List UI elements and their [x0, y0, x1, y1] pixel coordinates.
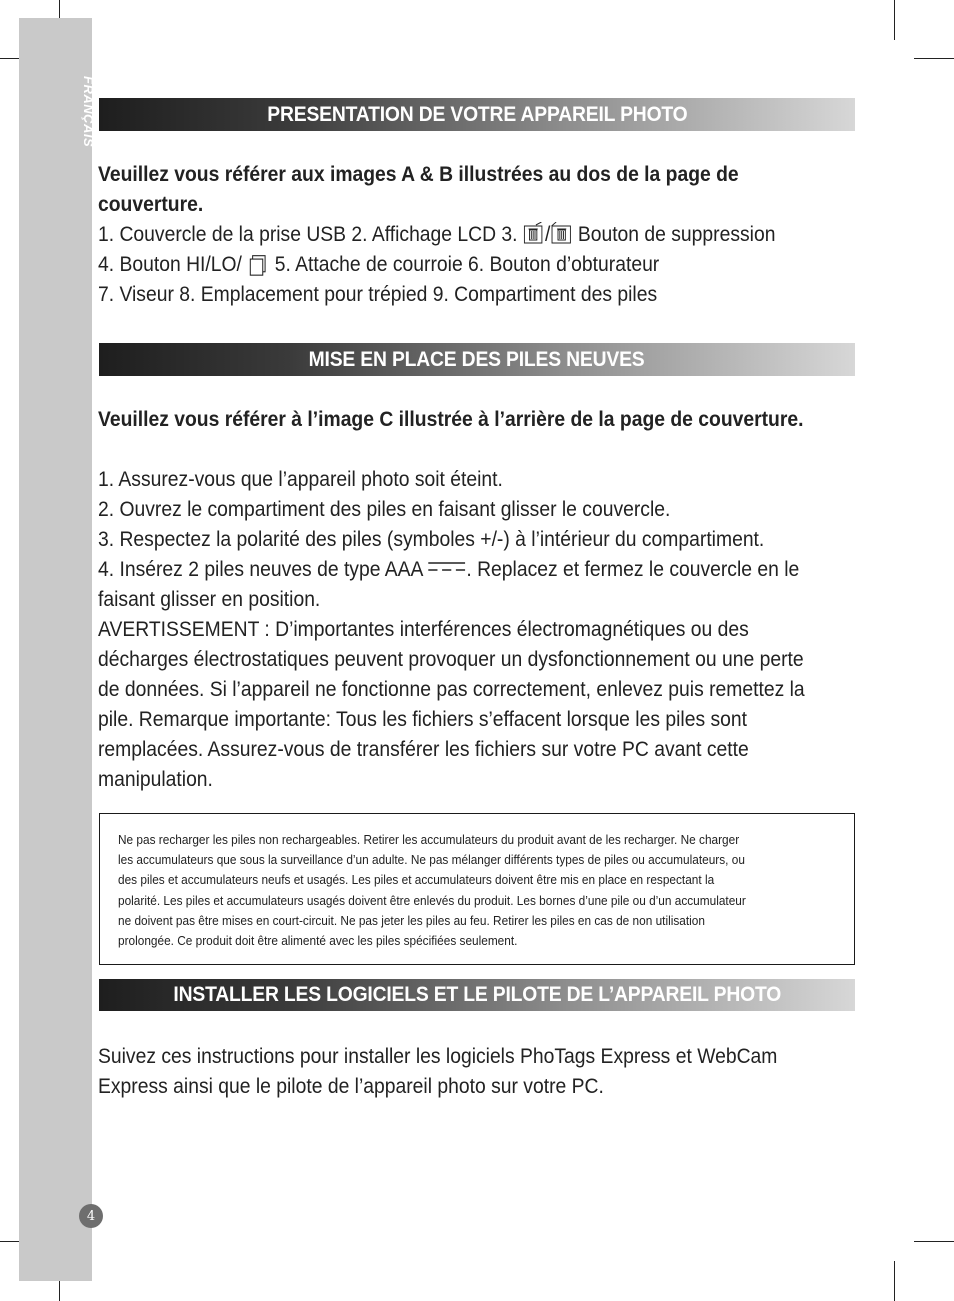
install-text: Express ainsi que le pilote de l’appareil photo sur votre PC.: [98, 1075, 604, 1098]
warning-text: AVERTISSEMENT : D’importantes interférences électromagnétiques ou des: [98, 618, 749, 641]
notice-line: des piles et accumulateurs neufs et usagés. Les piles et accumulateurs doivent être mis en place en respectant la: [118, 873, 715, 888]
step-text: 4. Insérez 2 piles neuves de type AAA: [98, 558, 428, 581]
warning-text: décharges électrostatiques peuvent provoquer un dysfonctionnement ou une perte: [98, 648, 804, 671]
warning-text: pile. Remarque importante: Tous les fichiers s’effacent lorsque les piles sont: [98, 708, 747, 731]
warning-text: de données. Si l’appareil ne fonctionne pas correctement, enlevez puis remettez la: [98, 678, 805, 701]
warning-text: manipulation.: [98, 768, 213, 791]
battery-safety-notice: [99, 813, 855, 965]
step-text: 1. Assurez-vous que l’appareil photo soit éteint.: [98, 468, 503, 491]
parts-list-text: 5. Attache de courroie 6. Bouton d’obturateur: [269, 253, 660, 276]
step-text: 3. Respectez la polarité des piles (symboles +/-) à l’intérieur du compartiment.: [98, 528, 765, 551]
notice-line: ne doivent pas être mises en court-circuit. Ne pas jeter les piles au feu. Retirer les piles en cas de non utilisation: [118, 913, 705, 928]
step-text: 2. Ouvrez le compartiment des piles en faisant glisser le couvercle.: [98, 498, 671, 521]
crop-mark: [914, 58, 954, 59]
section-title: MISE EN PLACE DES PILES NEUVES: [309, 347, 645, 371]
section-banner-install: [99, 979, 855, 1011]
parts-list-text: 4. Bouton HI/LO/: [98, 253, 248, 276]
parts-list-text: 7. Viseur 8. Emplacement pour trépied 9. Compartiment des piles: [98, 283, 658, 306]
install-text: Suivez ces instructions pour installer les logiciels PhoTags Express et WebCam: [98, 1045, 778, 1068]
install-body: [98, 1042, 858, 1102]
step-text: . Replacez et fermez le couvercle en le: [466, 558, 800, 581]
notice-line: Ne pas recharger les piles non rechargeables. Retirer les accumulateurs du produit avant de les recharger. Ne charger: [118, 833, 740, 847]
crop-mark: [894, 1261, 895, 1301]
trash-icon: [550, 222, 572, 244]
intro-text: Veuillez vous référer à l’image C illustrée à l’arrière de la page de couverture.: [98, 408, 804, 431]
parts-list-text: 1. Couvercle de la prise USB 2. Affichage LCD 3.: [98, 223, 523, 246]
presentation-body: Veuillez vous référer aux images A & B illustrées au dos de la page de couverture. 1. Couvercle de la prise USB 2. Affichage LCD 3. / Bouton de suppression 4. Bouton HI/LO/ 5. Attache de courroie 6. Bouton d’obturateur 7. Viseur 8. Emplacement pour trépied 9. Compartiment des piles: [98, 160, 858, 310]
crop-mark: [894, 0, 895, 40]
notice-line: polarité. Les piles et accumulateurs usagés doivent être enlevés du produit. Les bornes d’une pile ou d’un accumulateur: [118, 893, 746, 908]
section-title: INSTALLER LES LOGICIELS ET LE PILOTE DE L’APPAREIL PHOTO: [173, 983, 781, 1006]
intro-text: couverture.: [98, 193, 204, 216]
warning-text: remplacées. Assurez-vous de transférer les fichiers sur votre PC avant cette: [98, 738, 749, 761]
side-strip: [19, 18, 92, 1281]
trash-icon: [523, 222, 545, 244]
dc-symbol-icon: [428, 560, 467, 574]
notice-line: prolongée. Ce produit doit être alimenté avec les piles spécifiées seulement.: [118, 934, 518, 949]
section-banner-batteries: [99, 343, 855, 376]
parts-list-text: Bouton de suppression: [572, 223, 776, 246]
section-title: PRESENTATION DE VOTRE APPAREIL PHOTO: [266, 102, 688, 126]
step-text: faisant glisser en position.: [98, 588, 321, 611]
crop-mark: [914, 1241, 954, 1242]
page-number: 4: [79, 1204, 103, 1228]
image-quality-icon: [247, 254, 269, 276]
batteries-body: [98, 405, 858, 795]
section-banner-presentation: [99, 98, 855, 131]
intro-text: Veuillez vous référer aux images A & B illustrées au dos de la page de: [98, 163, 739, 186]
notice-line: les accumulateurs que sous la surveillance d’un adulte. Ne pas mélanger différents types de piles ou accumulateurs, ou: [118, 853, 745, 868]
language-label: FRANÇAIS: [81, 76, 96, 148]
